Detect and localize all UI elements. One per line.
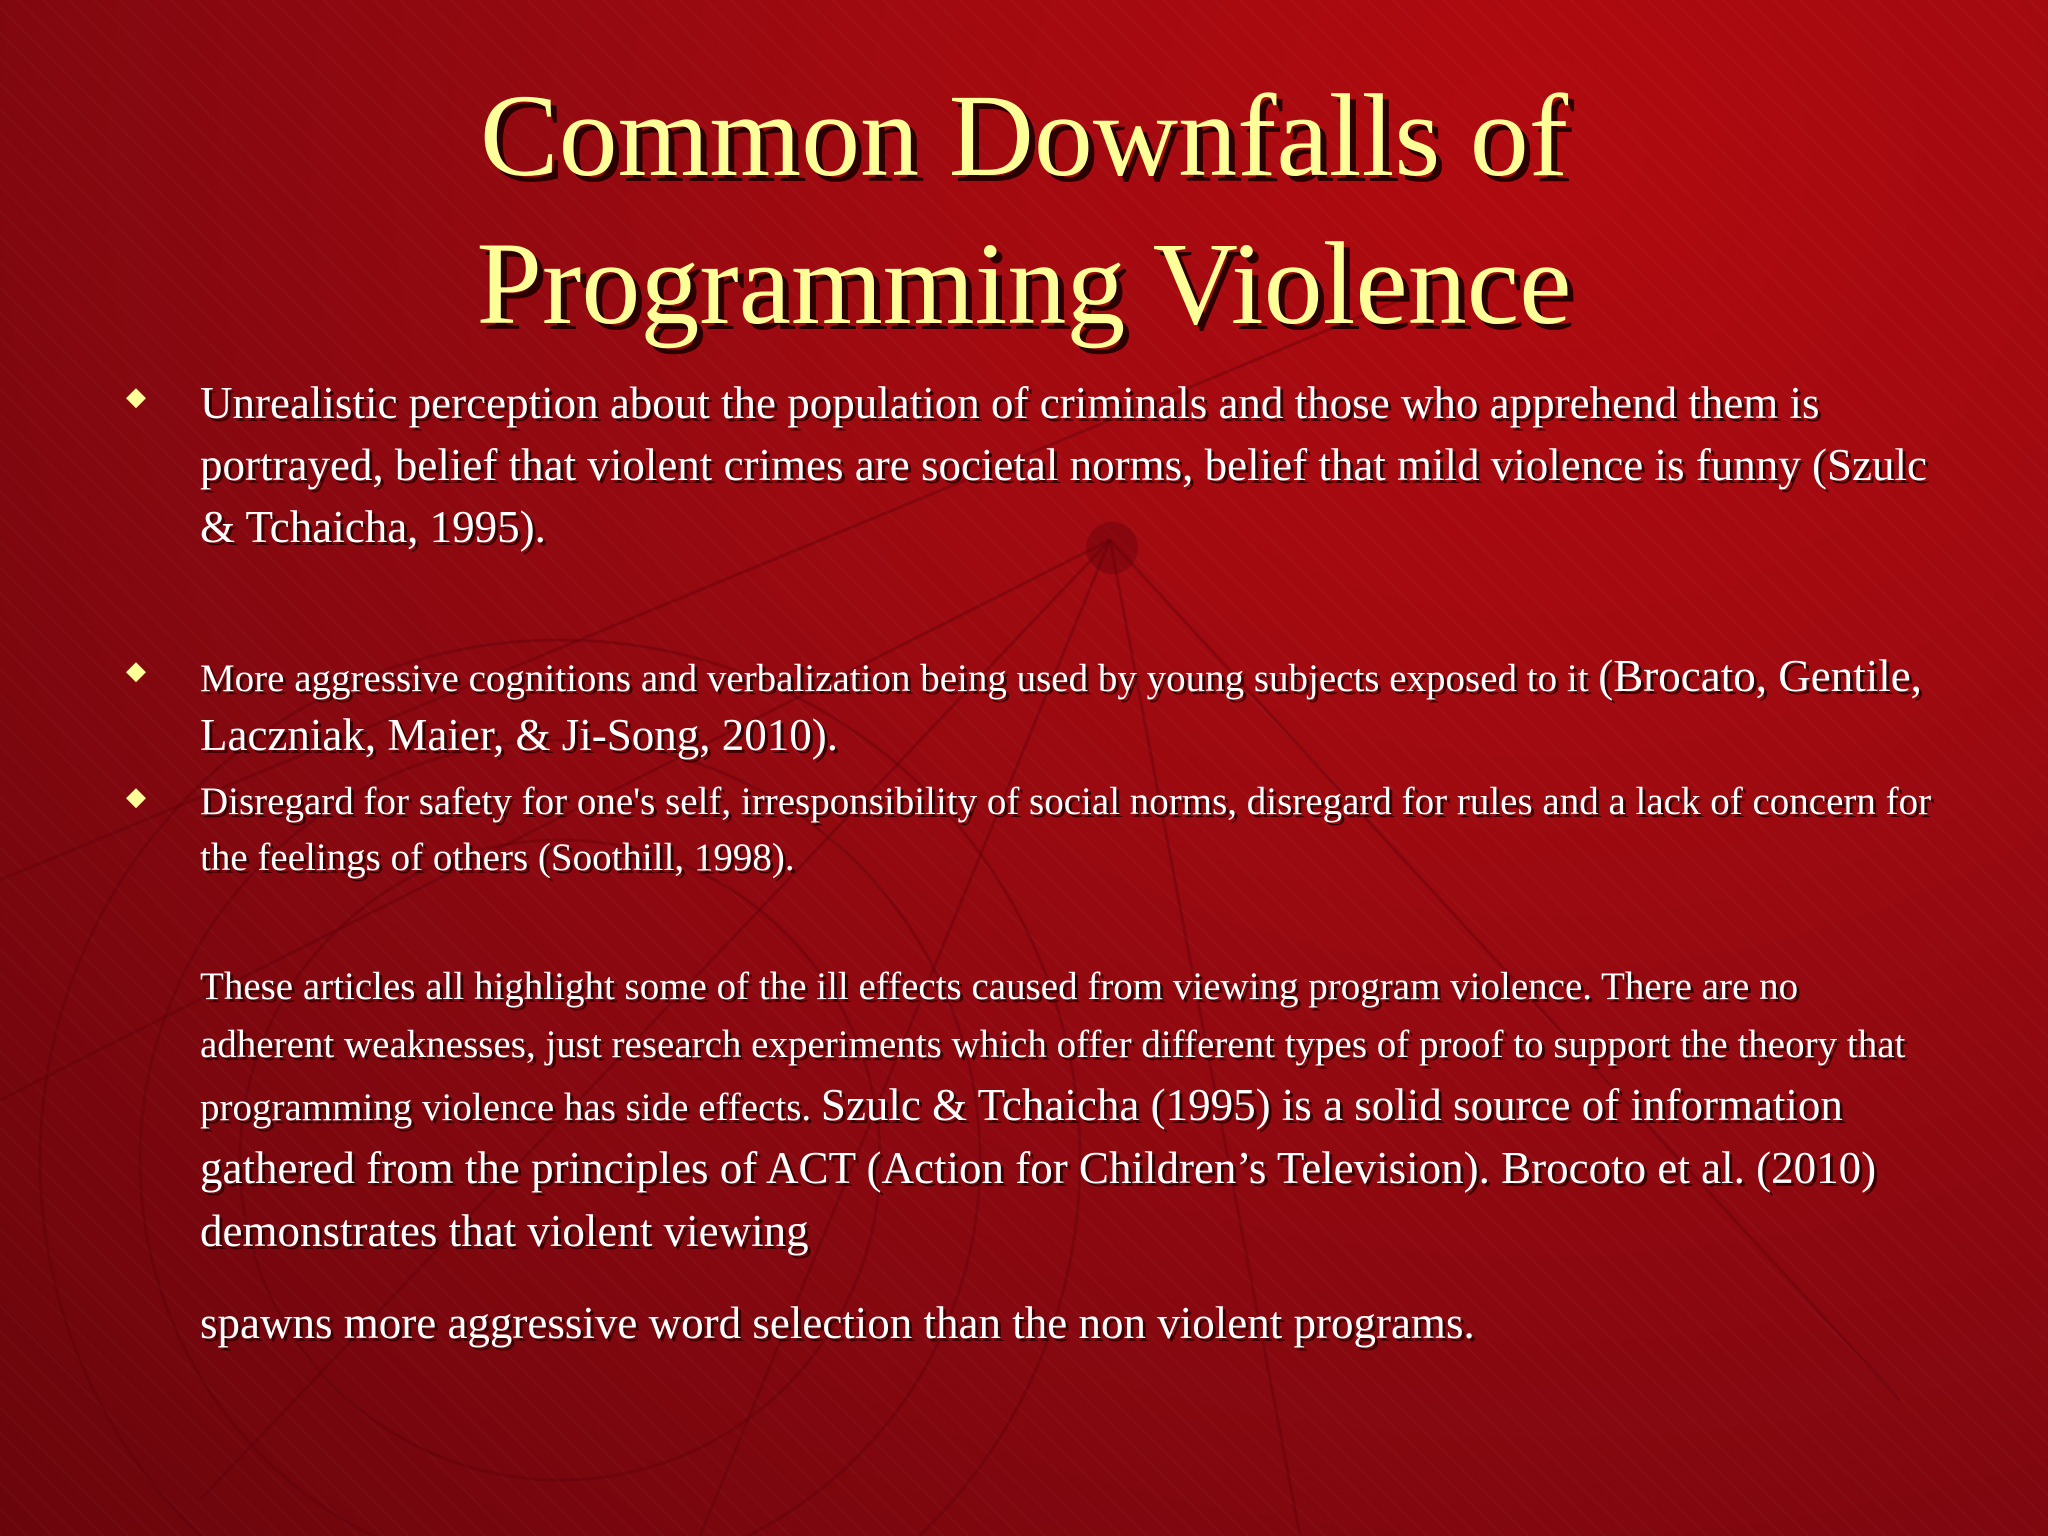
diamond-bullet-icon: ◆ [126, 782, 146, 811]
bullet-text-2-b: (Brocato, Gentile, Laczniak, Maier, & Ji-Song, 2010). [200, 651, 1922, 760]
diamond-bullet-icon: ◆ [126, 656, 146, 685]
bullet-text-2 [200, 648, 1940, 766]
diamond-bullet-icon: ◆ [126, 382, 146, 411]
summary-last-line: spawns more aggressive word selection than the non violent programs. [200, 1298, 1475, 1348]
summary-part-b: Szulc & Tchaicha (1995) is a solid source of information gathered from the principles of ACT (Action for Children’s Television). Brocoto et al. (2010) demonstrates that violent viewing [200, 1080, 1877, 1256]
slide-title-line2: Programming Violence [476, 218, 1572, 349]
slide-title [0, 62, 2048, 358]
slide-title-line1: Common Downfalls of [479, 70, 1569, 201]
bullet-text-3: Disregard for safety for one's self, irresponsibility of social norms, disregard for rules and a lack of concern for the feelings of others (Soothill, 1998). [200, 780, 1932, 879]
summary-paragraph [200, 958, 1940, 1263]
bullet-text-1: Unrealistic perception about the population of criminals and those who apprehend them is portrayed, belief that violent crimes are societal norms, belief that mild violence is funny (Szulc & Tchaicha, 1995). [200, 378, 1927, 552]
bullet-text-2-a: More aggressive cognitions and verbalization being used by young subjects exposed to it [200, 657, 1599, 700]
summary-part-a: These articles all highlight some of the ill effects caused from viewing program violence. There are no adherent weaknesses, just research experiments which offer different types of proof to support the theory that programming violence has side effects. [200, 965, 1906, 1129]
